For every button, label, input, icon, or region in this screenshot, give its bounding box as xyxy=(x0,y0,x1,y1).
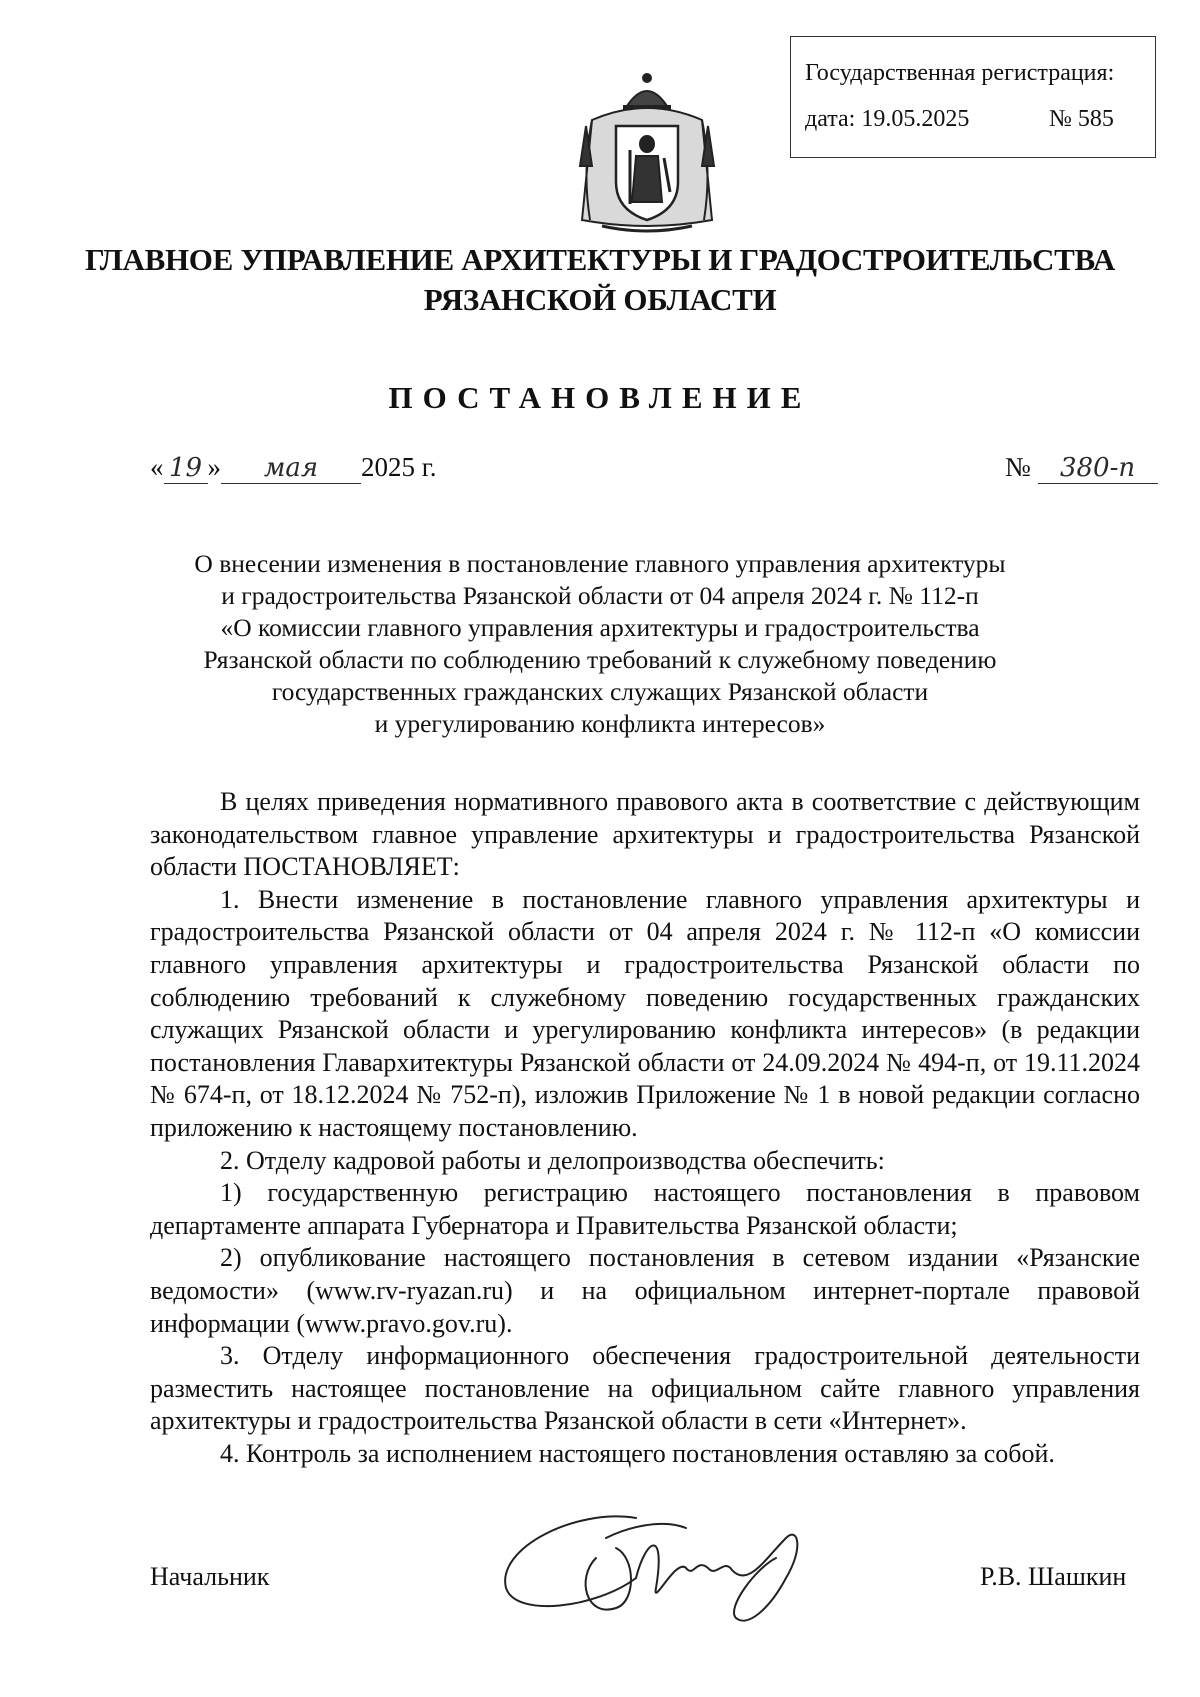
ryazan-coat-of-arms-icon xyxy=(572,70,722,236)
date-year: 2025 г. xyxy=(361,452,437,482)
subject-line: и урегулированию конфликта интересов» xyxy=(374,709,826,738)
document-number xyxy=(1005,452,1158,484)
handwritten-signature-icon xyxy=(486,1498,826,1638)
document-date xyxy=(150,452,437,484)
subject-line: «О комиссии главного управления архитектуры и градостроительства xyxy=(220,613,980,642)
registration-title: Государственная регистрация: xyxy=(805,60,1115,86)
registration-stamp xyxy=(790,36,1156,158)
subject-line: Рязанской области по соблюдению требований к служебному поведению xyxy=(203,645,997,674)
organization-title-line1: ГЛАВНОЕ УПРАВЛЕНИЕ АРХИТЕКТУРЫ И ГРАДОСТРОИТЕЛЬСТВА xyxy=(84,242,1115,277)
registration-number: № 585 xyxy=(1049,106,1114,132)
document-number-label: № xyxy=(1005,452,1031,482)
subject-line: государственных гражданских служащих Рязанской области xyxy=(271,677,929,706)
body-paragraph-item-2: 2. Отделу кадровой работы и делопроизводства обеспечить: xyxy=(220,1145,885,1175)
body-paragraph-item-2-2: 2) опубликование настоящего постановления в сетевом издании «Рязанские ведомости» (www.rv-ryazan.ru) и на официальном интернет-портале правовой информации (www.pravo.gov.ru). xyxy=(150,1243,1140,1338)
signatory-name: Р.В. Шашкин xyxy=(980,1562,1127,1591)
body-paragraph-preamble: В целях приведения нормативного правового акта в соответствие с действующим законодательством главное управление архитектуры и градостроительства Рязанской области ПОСТАНОВЛЯЕТ: xyxy=(150,787,1140,882)
organization-title-line2: РЯЗАНСКОЙ ОБЛАСТИ xyxy=(423,282,777,317)
organization-title xyxy=(0,240,1200,320)
date-day: 19 xyxy=(164,453,208,484)
document-number-value: 380-п xyxy=(1038,453,1158,484)
body-paragraph-item-2-1: 1) государственную регистрацию настоящего постановления в правовом департаменте аппарата Губернатора и Правительства Рязанской области; xyxy=(150,1178,1140,1240)
subject-line: и градостроительства Рязанской области от 04 апреля 2024 г. № 112-п xyxy=(221,581,979,610)
date-month: мая xyxy=(221,453,361,484)
body-paragraph-item-1: 1. Внести изменение в постановление главного управления архитектуры и градостроительства Рязанской области от 04 апреля 2024 г. № 112-п «О комиссии главного управления архитектуры и градостроительства Рязанской области по соблюдению требований к служебному поведению государственных гражданских служащих Рязанской области и урегулированию конфликта интересов» (в редакции постановления Главархитектуры Рязанской области от 24.09.2024 № 494-п, от 19.11.2024 № 674-п, от 18.12.2024 № 752-п), изложив Приложение № 1 в новой редакции согласно приложению к настоящему постановлению. xyxy=(150,884,1140,1142)
subject-line: О внесении изменения в постановление главного управления архитектуры xyxy=(194,549,1006,578)
date-open-quote: « xyxy=(150,452,164,482)
document-subject xyxy=(150,548,1050,740)
document-type: ПОСТАНОВЛЕНИЕ xyxy=(388,380,812,415)
body-paragraph-item-3: 3. Отделу информационного обеспечения градостроительной деятельности разместить настоящее постановление на официальном сайте главного управления архитектуры и градостроительства Рязанской области в сети «Интернет». xyxy=(150,1341,1140,1436)
registration-date: дата: 19.05.2025 xyxy=(805,106,970,132)
signatory-role: Начальник xyxy=(150,1562,270,1591)
date-close-quote: » xyxy=(207,452,221,482)
document-body xyxy=(150,786,1140,1470)
body-paragraph-item-4: 4. Контроль за исполнением настоящего постановления оставляю за собой. xyxy=(220,1438,1055,1468)
